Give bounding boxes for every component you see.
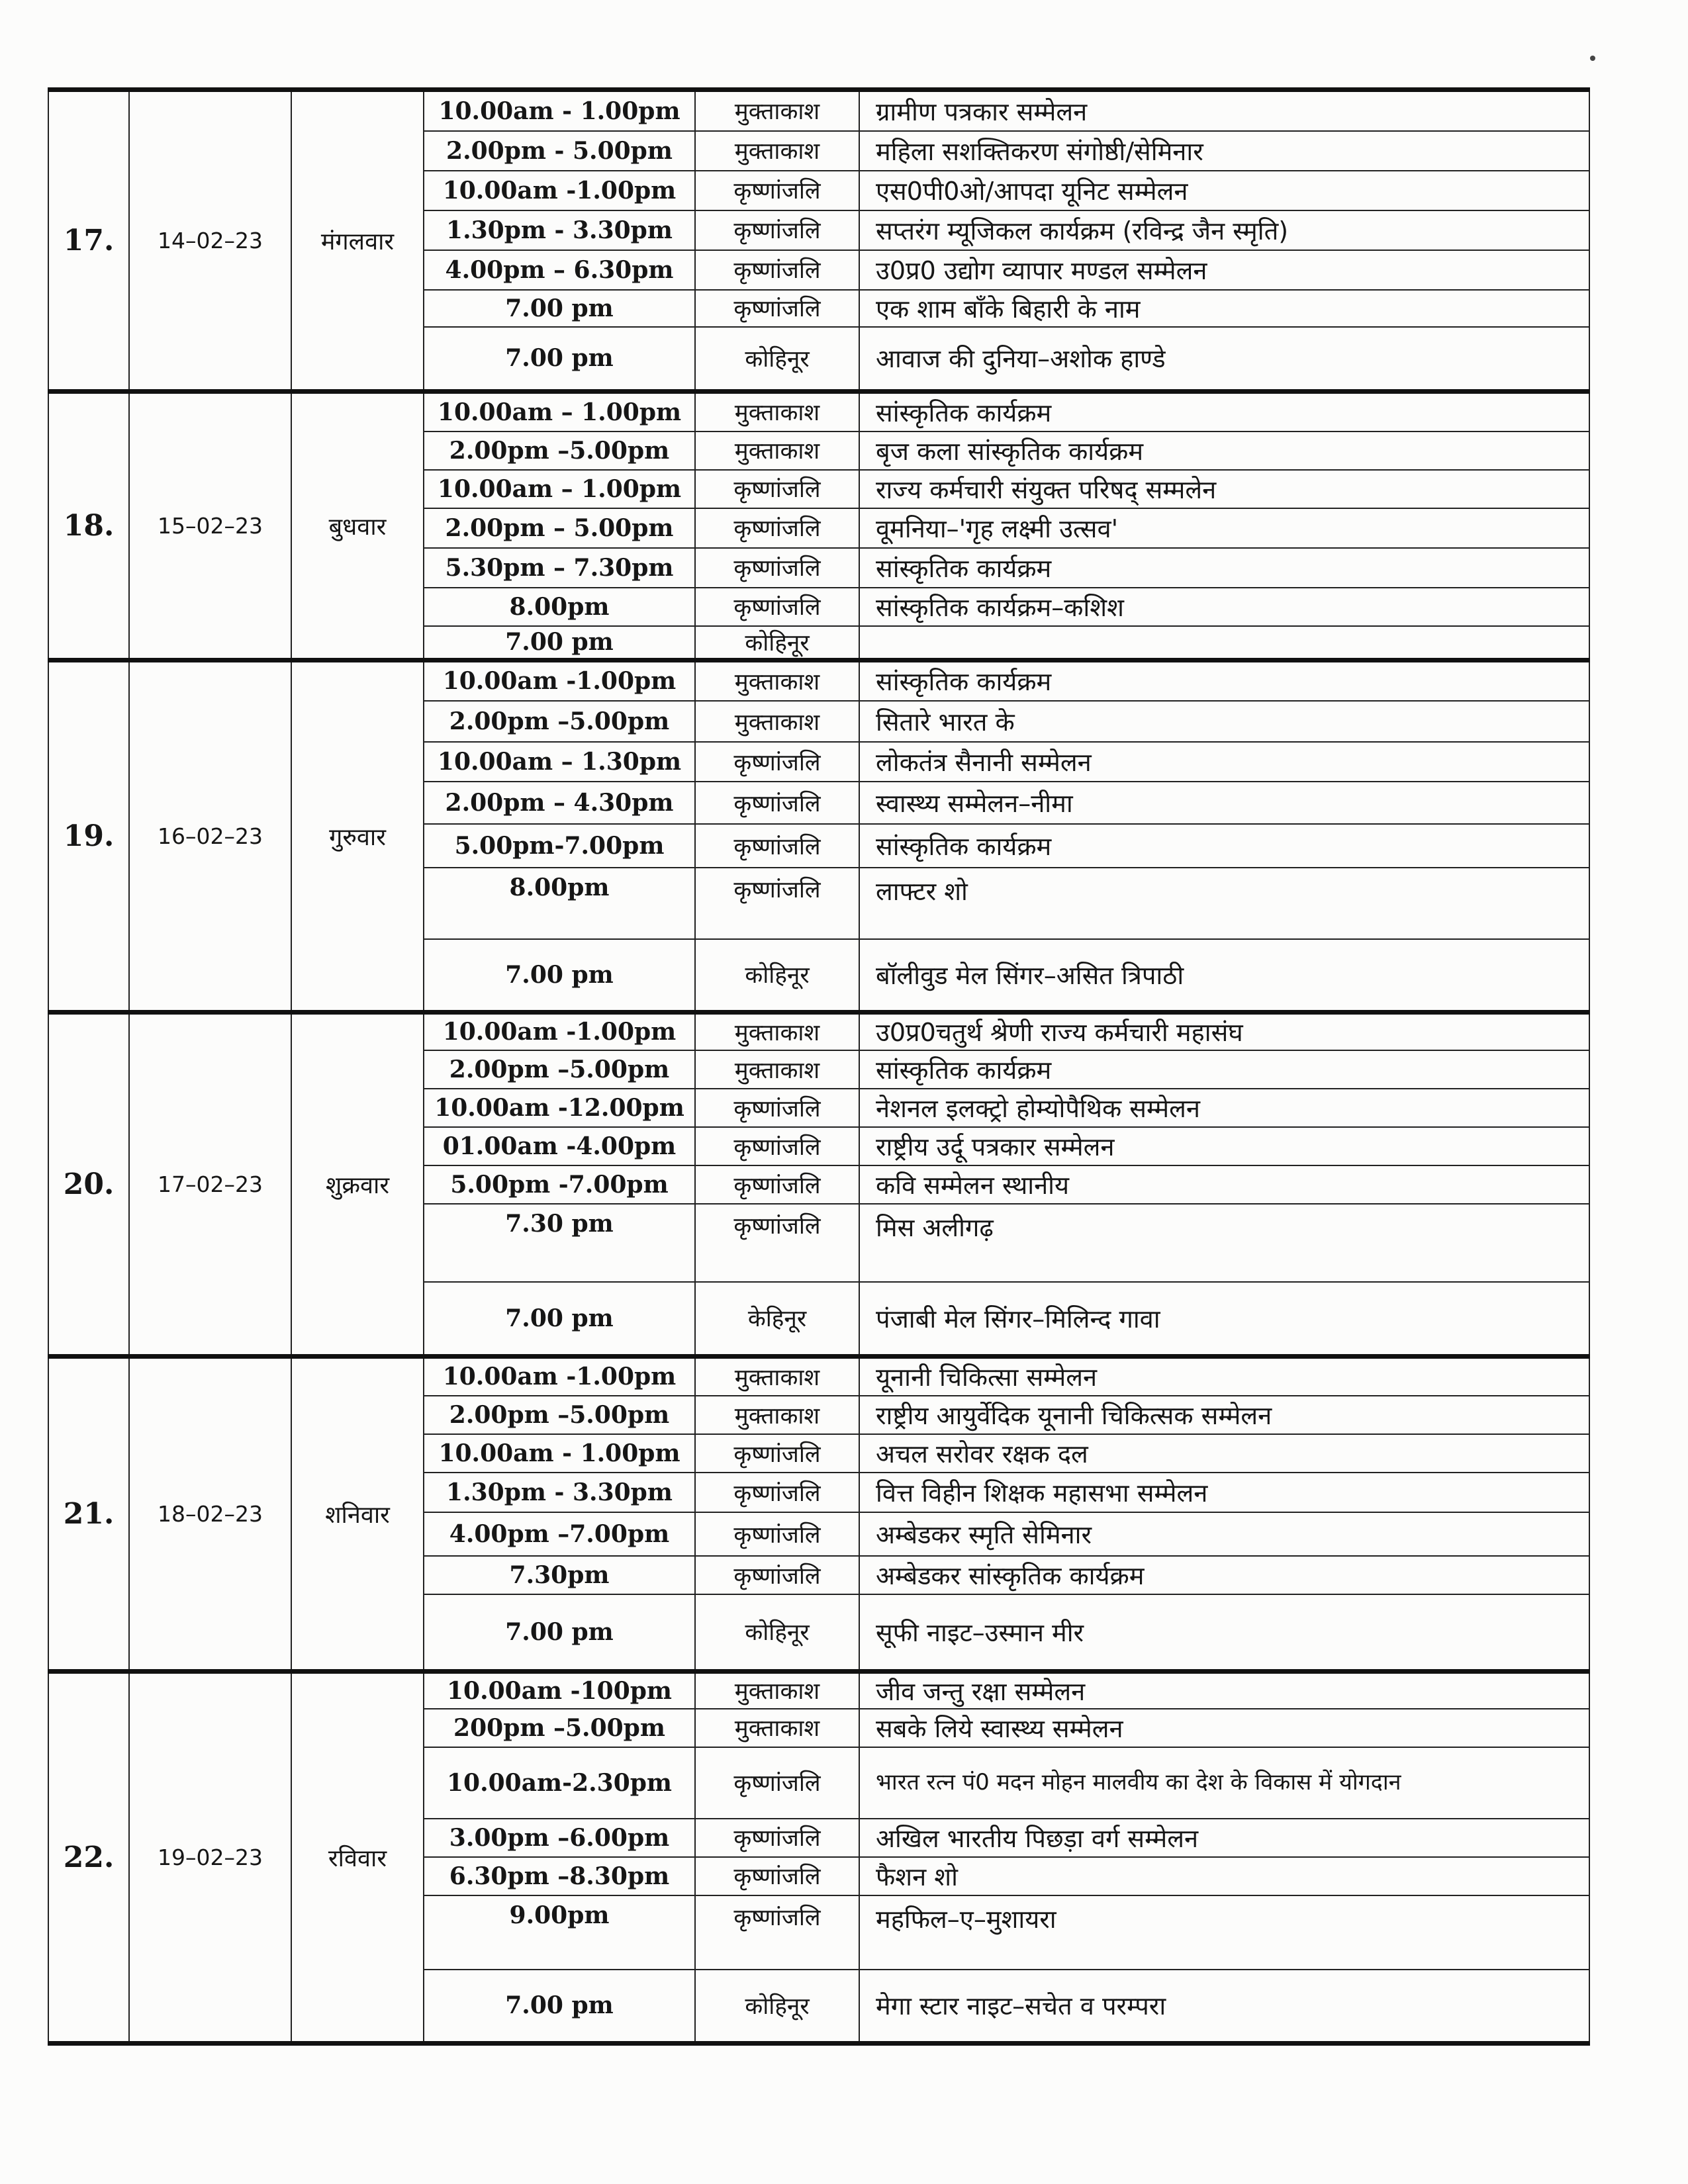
event-title: वूमनिया–'गृह लक्ष्मी उत्सव' [859, 508, 1589, 548]
event-time: 5.30pm – 7.30pm [424, 548, 695, 588]
event-title: उ0प्र0 उद्योग व्यापार मण्डल सम्मेलन [859, 250, 1589, 290]
event-date: 14–02–23 [129, 90, 291, 392]
event-venue: कृष्णांजलि [695, 1512, 859, 1556]
event-venue: केहिनूर [695, 1282, 859, 1356]
event-venue: कृष्णांजलि [695, 1434, 859, 1473]
event-venue: कृष्णांजलि [695, 824, 859, 868]
event-time: 10.00am -100pm [424, 1671, 695, 1709]
event-title: ग्रामीण पत्रकार सम्मेलन [859, 90, 1589, 131]
table-row [48, 1671, 1589, 1709]
event-venue: कृष्णांजलि [695, 1204, 859, 1282]
event-time: 10.00am – 1.30pm [424, 742, 695, 782]
event-time: 10.00am – 1.00pm [424, 470, 695, 508]
weekday: मंगलवार [291, 90, 424, 392]
event-time: 10.00am – 1.00pm [424, 392, 695, 432]
event-date: 19–02–23 [129, 1671, 291, 2044]
event-title: स्वास्थ्य सम्मेलन–नीमा [859, 782, 1589, 824]
event-title: भारत रत्न पं0 मदन मोहन मालवीय का देश के विकास में योगदान [859, 1747, 1589, 1819]
event-time: 4.00pm –7.00pm [424, 1512, 695, 1556]
event-title: राष्ट्रीय उर्दू पत्रकार सम्मेलन [859, 1127, 1589, 1165]
event-title: सबके लिये स्वास्थ्य सम्मेलन [859, 1709, 1589, 1747]
event-venue: मुक्ताकाश [695, 1012, 859, 1050]
event-time: 10.00am-2.30pm [424, 1747, 695, 1819]
event-time: 2.00pm –5.00pm [424, 1050, 695, 1089]
event-venue: कोहिनूर [695, 1970, 859, 2044]
event-title: सांस्कृतिक कार्यक्रम [859, 548, 1589, 588]
event-title: जीव जन्तु रक्षा सम्मेलन [859, 1671, 1589, 1709]
event-venue: मुक्ताकाश [695, 1050, 859, 1089]
event-time: 10.00am -12.00pm [424, 1089, 695, 1127]
event-time: 10.00am -1.00pm [424, 1356, 695, 1396]
event-time: 7.00 pm [424, 1282, 695, 1356]
event-title: सांस्कृतिक कार्यक्रम [859, 660, 1589, 701]
event-time: 10.00am -1.00pm [424, 660, 695, 701]
serial-number: 18. [48, 392, 129, 660]
event-venue: कृष्णांजलि [695, 1895, 859, 1970]
event-time: 7.00 pm [424, 1594, 695, 1671]
event-venue: कृष्णांजलि [695, 1857, 859, 1895]
event-title: एक शाम बाँके बिहारी के नाम [859, 290, 1589, 327]
event-date: 15–02–23 [129, 392, 291, 660]
event-title: सांस्कृतिक कार्यक्रम [859, 824, 1589, 868]
event-title: सितारे भारत के [859, 701, 1589, 742]
event-venue: कृष्णांजलि [695, 508, 859, 548]
event-venue: कृष्णांजलि [695, 588, 859, 626]
event-venue: मुक्ताकाश [695, 432, 859, 470]
event-time: 5.00pm-7.00pm [424, 824, 695, 868]
event-title: एस0पी0ओ/आपदा यूनिट सम्मेलन [859, 171, 1589, 210]
weekday: शुक्रवार [291, 1012, 424, 1356]
event-venue: कृष्णांजलि [695, 1127, 859, 1165]
serial-number: 17. [48, 90, 129, 392]
event-time: 200pm –5.00pm [424, 1709, 695, 1747]
table-row [48, 1012, 1589, 1050]
event-venue: कोहिनूर [695, 327, 859, 392]
event-time: 2.00pm – 4.30pm [424, 782, 695, 824]
event-title: पंजाबी मेल सिंगर–मिलिन्द गावा [859, 1282, 1589, 1356]
event-venue: कोहिनूर [695, 1594, 859, 1671]
event-venue: कृष्णांजलि [695, 171, 859, 210]
event-time: 2.00pm –5.00pm [424, 432, 695, 470]
event-venue: मुक्ताकाश [695, 701, 859, 742]
event-title: सूफी नाइट–उस्मान मीर [859, 1594, 1589, 1671]
table-row [48, 90, 1589, 131]
event-title: बॉलीवुड मेल सिंगर–असित त्रिपाठी [859, 939, 1589, 1012]
event-time: 7.00 pm [424, 939, 695, 1012]
event-title: अम्बेडकर स्मृति सेमिनार [859, 1512, 1589, 1556]
event-date: 17–02–23 [129, 1012, 291, 1356]
event-title: अम्बेडकर सांस्कृतिक कार्यक्रम [859, 1556, 1589, 1594]
weekday: शनिवार [291, 1356, 424, 1671]
event-venue: कृष्णांजलि [695, 868, 859, 939]
event-title: वित्त विहीन शिक्षक महासभा सम्मेलन [859, 1473, 1589, 1512]
event-time: 2.00pm - 5.00pm [424, 131, 695, 171]
event-schedule-table [48, 87, 1590, 2046]
event-venue: कृष्णांजलि [695, 1473, 859, 1512]
event-title: सांस्कृतिक कार्यक्रम–कशिश [859, 588, 1589, 626]
event-venue: कृष्णांजलि [695, 782, 859, 824]
event-time: 3.00pm –6.00pm [424, 1819, 695, 1857]
serial-number: 19. [48, 660, 129, 1012]
event-date: 18–02–23 [129, 1356, 291, 1671]
event-time: 7.30 pm [424, 1204, 695, 1282]
event-title: कवि सम्मेलन स्थानीय [859, 1165, 1589, 1204]
serial-number: 21. [48, 1356, 129, 1671]
event-title: बृज कला सांस्कृतिक कार्यक्रम [859, 432, 1589, 470]
event-title: सप्तरंग म्यूजिकल कार्यक्रम (रविन्द्र जैन स्मृति) [859, 210, 1589, 250]
event-venue: कृष्णांजलि [695, 1747, 859, 1819]
table-row [48, 1356, 1589, 1396]
event-time: 1.30pm - 3.30pm [424, 1473, 695, 1512]
event-title: राष्ट्रीय आयुर्वेदिक यूनानी चिकित्सक सम्मेलन [859, 1396, 1589, 1434]
weekday: रविवार [291, 1671, 424, 2044]
event-venue: कृष्णांजलि [695, 1819, 859, 1857]
event-venue: मुक्ताकाश [695, 1671, 859, 1709]
event-time: 10.00am -1.00pm [424, 171, 695, 210]
event-title: यूनानी चिकित्सा सम्मेलन [859, 1356, 1589, 1396]
event-time: 6.30pm –8.30pm [424, 1857, 695, 1895]
weekday: गुरुवार [291, 660, 424, 1012]
event-venue: मुक्ताकाश [695, 392, 859, 432]
event-venue: कृष्णांजलि [695, 250, 859, 290]
event-venue: कृष्णांजलि [695, 1089, 859, 1127]
event-time: 2.00pm –5.00pm [424, 1396, 695, 1434]
event-time: 7.00 pm [424, 327, 695, 392]
event-venue: मुक्ताकाश [695, 1396, 859, 1434]
event-time: 8.00pm [424, 868, 695, 939]
event-title: अखिल भारतीय पिछड़ा वर्ग सम्मेलन [859, 1819, 1589, 1857]
event-venue: कृष्णांजलि [695, 1165, 859, 1204]
event-title: राज्य कर्मचारी संयुक्त परिषद् सम्मलेन [859, 470, 1589, 508]
event-venue: मुक्ताकाश [695, 131, 859, 171]
event-title: उ0प्र0चतुर्थ श्रेणी राज्य कर्मचारी महासंघ [859, 1012, 1589, 1050]
event-title: फैशन शो [859, 1857, 1589, 1895]
event-time: 2.00pm – 5.00pm [424, 508, 695, 548]
event-title: नेशनल इलक्ट्रो होम्योपैथिक सम्मेलन [859, 1089, 1589, 1127]
event-time: 7.00 pm [424, 626, 695, 660]
event-time: 7.00 pm [424, 1970, 695, 2044]
serial-number: 20. [48, 1012, 129, 1356]
event-venue: कृष्णांजलि [695, 290, 859, 327]
event-time: 7.30pm [424, 1556, 695, 1594]
event-venue: कृष्णांजलि [695, 742, 859, 782]
event-venue: मुक्ताकाश [695, 1356, 859, 1396]
event-time: 10.00am - 1.00pm [424, 90, 695, 131]
event-venue: मुक्ताकाश [695, 1709, 859, 1747]
serial-number: 22. [48, 1671, 129, 2044]
event-title: महिला सशक्तिकरण संगोष्ठी/सेमिनार [859, 131, 1589, 171]
event-time: 10.00am - 1.00pm [424, 1434, 695, 1473]
event-title: लाफ्टर शो [859, 868, 1589, 939]
event-venue: कृष्णांजलि [695, 470, 859, 508]
event-venue: कृष्णांजलि [695, 1556, 859, 1594]
event-venue: मुक्ताकाश [695, 660, 859, 701]
event-date: 16–02–23 [129, 660, 291, 1012]
event-venue: कृष्णांजलि [695, 548, 859, 588]
event-title: महफिल–ए–मुशायरा [859, 1895, 1589, 1970]
event-venue: मुक्ताकाश [695, 90, 859, 131]
event-title: मिस अलीगढ़ [859, 1204, 1589, 1282]
scan-speck [1590, 56, 1595, 61]
event-time: 1.30pm - 3.30pm [424, 210, 695, 250]
event-title: सांस्कृतिक कार्यक्रम [859, 1050, 1589, 1089]
event-venue: कृष्णांजलि [695, 210, 859, 250]
event-title: मेगा स्टार नाइट–सचेत व परम्परा [859, 1970, 1589, 2044]
table-row [48, 660, 1589, 701]
event-time: 2.00pm –5.00pm [424, 701, 695, 742]
event-title: लोकतंत्र सैनानी सम्मेलन [859, 742, 1589, 782]
weekday: बुधवार [291, 392, 424, 660]
event-time: 4.00pm – 6.30pm [424, 250, 695, 290]
event-time: 5.00pm -7.00pm [424, 1165, 695, 1204]
event-time: 01.00am -4.00pm [424, 1127, 695, 1165]
event-title: अचल सरोवर रक्षक दल [859, 1434, 1589, 1473]
event-venue: कोहिनूर [695, 626, 859, 660]
event-time: 9.00pm [424, 1895, 695, 1970]
event-title: आवाज की दुनिया–अशोक हाण्डे [859, 327, 1589, 392]
table-row [48, 392, 1589, 432]
event-venue: कोहिनूर [695, 939, 859, 1012]
event-time: 10.00am -1.00pm [424, 1012, 695, 1050]
event-time: 7.00 pm [424, 290, 695, 327]
event-title: सांस्कृतिक कार्यक्रम [859, 392, 1589, 432]
event-title [859, 626, 1589, 660]
event-time: 8.00pm [424, 588, 695, 626]
